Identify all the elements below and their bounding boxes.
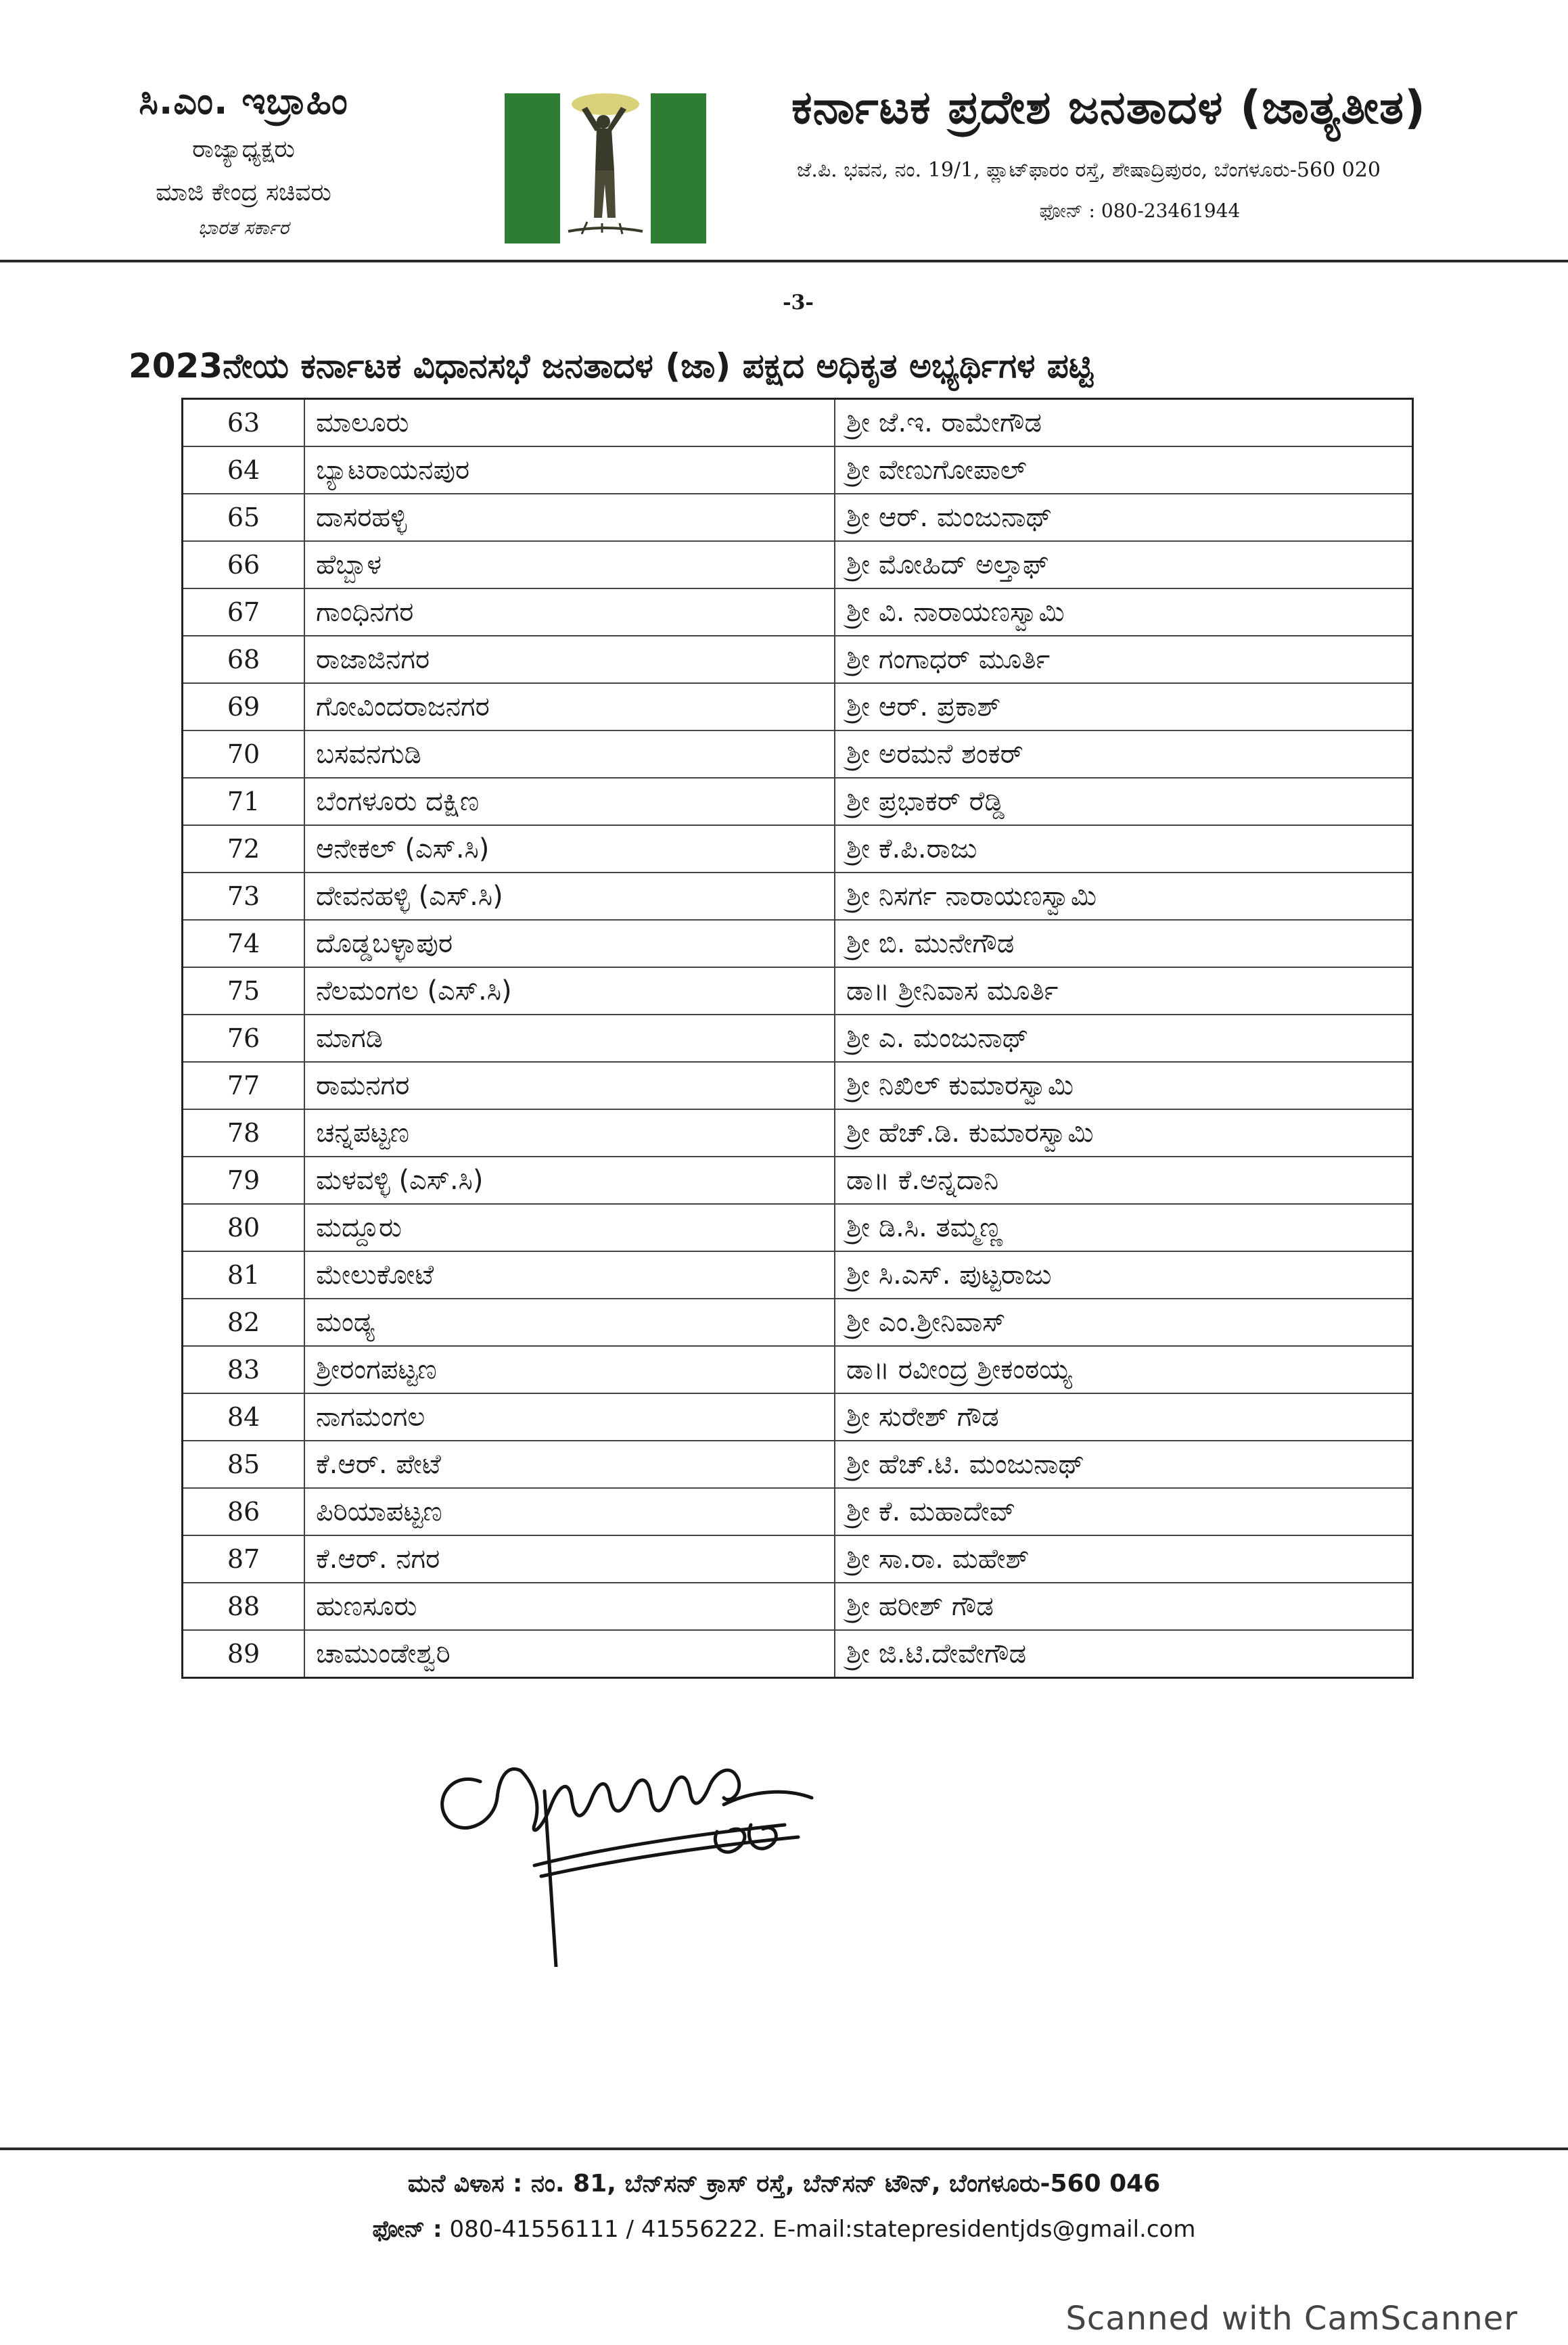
table-row: [183, 1393, 1413, 1441]
constituency-cell: ಚಾಮುಂಡೇಶ್ವರಿ: [304, 1630, 835, 1678]
table-row: [183, 873, 1413, 920]
residence-address: ಮನೆ ವಿಳಾಸ : ನಂ. 81, ಬೆನ್‌ಸನ್ ಕ್ರಾಸ್ ರಸ್ತೆ, ಬೆನ್‌ಸನ್ ಟೌನ್, ಬೆಂಗಳೂರು-560 046: [407, 2170, 1161, 2198]
serial-number-cell: 78: [183, 1109, 305, 1157]
government-of-india-label: ಭಾರತ ಸರ್ಕಾರ: [198, 216, 290, 239]
table-row: [183, 1441, 1413, 1488]
list-title: 2023ನೇಯ ಕರ್ನಾಟಕ ವಿಧಾನಸಭೆ ಜನತಾದಳ (ಜಾ) ಪಕ್ಷದ ಅಧಿಕೃತ ಅಭ್ಯರ್ಥಿಗಳ ಪಟ್ಟಿ: [129, 346, 1094, 386]
table-row: [183, 446, 1413, 494]
candidate-name-cell: ಶ್ರೀ ಹರೀಶ್ ಗೌಡ: [835, 1583, 1413, 1630]
constituency-cell: ಮಳವಳ್ಳಿ (ಎಸ್.ಸಿ): [304, 1157, 835, 1204]
serial-number-cell: 64: [183, 446, 305, 494]
footer-contact-line: [203, 2216, 1365, 2243]
table-row: [183, 588, 1413, 636]
constituency-cell: ರಾಮನಗರ: [304, 1062, 835, 1109]
constituency-cell: ಬ್ಯಾಟರಾಯನಪುರ: [304, 446, 835, 494]
serial-number-cell: 80: [183, 1204, 305, 1251]
candidate-name-cell: ಶ್ರೀ ಡಿ.ಸಿ. ತಮ್ಮಣ್ಣ: [835, 1204, 1413, 1251]
candidate-name-cell: ಶ್ರೀ ಸುರೇಶ್ ಗೌಡ: [835, 1393, 1413, 1441]
candidates-table: [181, 398, 1414, 1679]
constituency-cell: ಚನ್ನಪಟ್ಟಣ: [304, 1109, 835, 1157]
president-role: ರಾಜ್ಯಾಧ್ಯಕ್ಷರು: [192, 135, 295, 163]
table-row: [183, 683, 1413, 730]
constituency-cell: ಮಾಗಡಿ: [304, 1015, 835, 1062]
serial-number-cell: 67: [183, 588, 305, 636]
candidate-name-cell: ಶ್ರೀ ಬಿ. ಮುನೇಗೌಡ: [835, 920, 1413, 967]
constituency-cell: ಹುಣಸೂರು: [304, 1583, 835, 1630]
table-row: [183, 1583, 1413, 1630]
serial-number-cell: 74: [183, 920, 305, 967]
constituency-cell: ಬಸವನಗುಡಿ: [304, 730, 835, 778]
serial-number-cell: 65: [183, 494, 305, 541]
candidate-name-cell: ಶ್ರೀ ಕೆ. ಮಹಾದೇವ್: [835, 1488, 1413, 1535]
serial-number-cell: 87: [183, 1535, 305, 1583]
serial-number-cell: 71: [183, 778, 305, 825]
former-minister-role: ಮಾಜಿ ಕೇಂದ್ರ ಸಚಿವರು: [156, 179, 331, 206]
table-row: [183, 730, 1413, 778]
constituency-cell: ಕೆ.ಆರ್. ನಗರ: [304, 1535, 835, 1583]
table-row: [183, 1015, 1413, 1062]
constituency-cell: ನೆಲಮಂಗಲ (ಎಸ್.ಸಿ): [304, 967, 835, 1015]
candidate-name-cell: ಶ್ರೀ ಮೋಹಿದ್ ಅಲ್ತಾಫ್: [835, 541, 1413, 588]
table-row: [183, 1299, 1413, 1346]
serial-number-cell: 85: [183, 1441, 305, 1488]
serial-number-cell: 63: [183, 399, 305, 447]
candidate-name-cell: ಶ್ರೀ ಜಿ.ಟಿ.ದೇವೇಗೌಡ: [835, 1630, 1413, 1678]
candidate-name-cell: ಶ್ರೀ ಸಿ.ಎಸ್. ಪುಟ್ಟರಾಜು: [835, 1251, 1413, 1299]
serial-number-cell: 86: [183, 1488, 305, 1535]
serial-number-cell: 89: [183, 1630, 305, 1678]
candidate-name-cell: ಶ್ರೀ ವಿ. ನಾರಾಯಣಸ್ವಾಮಿ: [835, 588, 1413, 636]
table-row: [183, 636, 1413, 683]
candidate-name-cell: ಶ್ರೀ ಹೆಚ್.ಡಿ. ಕುಮಾರಸ್ವಾಮಿ: [835, 1109, 1413, 1157]
table-row: [183, 1062, 1413, 1109]
constituency-cell: ದೇವನಹಳ್ಳಿ (ಎಸ್.ಸಿ): [304, 873, 835, 920]
serial-number-cell: 84: [183, 1393, 305, 1441]
candidate-name-cell: ಶ್ರೀ ಹೆಚ್.ಟಿ. ಮಂಜುನಾಥ್: [835, 1441, 1413, 1488]
table-row: [183, 967, 1413, 1015]
constituency-cell: ರಾಜಾಜಿನಗರ: [304, 636, 835, 683]
candidate-name-cell: ಶ್ರೀ ಎ. ಮಂಜುನಾಥ್: [835, 1015, 1413, 1062]
constituency-cell: ಹೆಬ್ಬಾಳ: [304, 541, 835, 588]
header-divider: [0, 260, 1568, 262]
constituency-cell: ಆನೇಕಲ್ (ಎಸ್.ಸಿ): [304, 825, 835, 873]
candidate-name-cell: ಡಾ॥ ಶ್ರೀನಿವಾಸ ಮೂರ್ತಿ: [835, 967, 1413, 1015]
president-name: ಸಿ.ಎಂ. ಇಬ್ರಾಹಿಂ: [139, 80, 348, 122]
table-row: [183, 1204, 1413, 1251]
candidate-name-cell: ಡಾ॥ ರವೀಂದ್ರ ಶ್ರೀಕಂಠಯ್ಯ: [835, 1346, 1413, 1393]
candidate-name-cell: ಶ್ರೀ ಕೆ.ಪಿ.ರಾಜು: [835, 825, 1413, 873]
constituency-cell: ಕೆ.ಆರ್. ಪೇಟೆ: [304, 1441, 835, 1488]
table-row: [183, 1251, 1413, 1299]
candidate-name-cell: ಶ್ರೀ ನಿಸರ್ಗ ನಾರಾಯಣಸ್ವಾಮಿ: [835, 873, 1413, 920]
table-row: [183, 1488, 1413, 1535]
table-row: [183, 1157, 1413, 1204]
serial-number-cell: 75: [183, 967, 305, 1015]
constituency-cell: ಮದ್ದೂರು: [304, 1204, 835, 1251]
table-row: [183, 494, 1413, 541]
party-logo: [501, 89, 710, 246]
party-office-address: ಜೆ.ಪಿ. ಭವನ, ನಂ. 19/1, ಪ್ಲಾಟ್‌ಫಾರಂ ರಸ್ತೆ, ಶೇಷಾದ್ರಿಪುರಂ, ಬೆಂಗಳೂರು-560 020: [797, 158, 1381, 182]
constituency-cell: ದೊಡ್ಡಬಳ್ಳಾಪುರ: [304, 920, 835, 967]
constituency-cell: ನಾಗಮಂಗಲ: [304, 1393, 835, 1441]
candidate-name-cell: ಶ್ರೀ ಪ್ರಭಾಕರ್ ರೆಡ್ಡಿ: [835, 778, 1413, 825]
constituency-cell: ಮೇಲುಕೋಟೆ: [304, 1251, 835, 1299]
serial-number-cell: 77: [183, 1062, 305, 1109]
constituency-cell: ಪಿರಿಯಾಪಟ್ಟಣ: [304, 1488, 835, 1535]
candidate-name-cell: ಶ್ರೀ ಜೆ.ಇ. ರಾಮೇಗೌಡ: [835, 399, 1413, 447]
candidate-name-cell: ಶ್ರೀ ಎಂ.ಶ್ರೀನಿವಾಸ್: [835, 1299, 1413, 1346]
email-address: E-mail:statepresidentjds@gmail.com: [773, 2216, 1196, 2243]
candidate-name-cell: ಶ್ರೀ ಆರ್. ಪ್ರಕಾಶ್: [835, 683, 1413, 730]
serial-number-cell: 81: [183, 1251, 305, 1299]
candidate-name-cell: ಶ್ರೀ ಅರಮನೆ ಶಂಕರ್: [835, 730, 1413, 778]
candidate-name-cell: ಶ್ರೀ ವೇಣುಗೋಪಾಲ್: [835, 446, 1413, 494]
serial-number-cell: 66: [183, 541, 305, 588]
candidate-name-cell: ಶ್ರೀ ನಿಖಿಲ್ ಕುಮಾರಸ್ವಾಮಿ: [835, 1062, 1413, 1109]
constituency-cell: ಗಾಂಧಿನಗರ: [304, 588, 835, 636]
footer: [203, 2159, 1365, 2243]
letterhead-right: [791, 81, 1488, 223]
scanner-watermark: Scanned with CamScanner: [1065, 2300, 1518, 2338]
table-row: [183, 1630, 1413, 1678]
constituency-cell: ಮಾಲೂರು: [304, 399, 835, 447]
candidate-name-cell: ಶ್ರೀ ಸಾ.ರಾ. ಮಹೇಶ್: [835, 1535, 1413, 1583]
serial-number-cell: 73: [183, 873, 305, 920]
candidate-name-cell: ಶ್ರೀ ಆರ್. ಮಂಜುನಾಥ್: [835, 494, 1413, 541]
phone-label: ಫೋನ್ :: [372, 2216, 442, 2243]
page-number: -3-: [783, 291, 814, 315]
serial-number-cell: 69: [183, 683, 305, 730]
constituency-cell: ದಾಸರಹಳ್ಳಿ: [304, 494, 835, 541]
signature: [433, 1723, 832, 1967]
constituency-cell: ಬೆಂಗಳೂರು ದಕ್ಷಿಣ: [304, 778, 835, 825]
table-row: [183, 1535, 1413, 1583]
candidate-name-cell: ಶ್ರೀ ಗಂಗಾಧರ್ ಮೂರ್ತಿ: [835, 636, 1413, 683]
table-row: [183, 825, 1413, 873]
table-row: [183, 920, 1413, 967]
footer-divider: [0, 2147, 1568, 2150]
table-row: [183, 541, 1413, 588]
serial-number-cell: 76: [183, 1015, 305, 1062]
candidate-name-cell: ಡಾ॥ ಕೆ.ಅನ್ನದಾನಿ: [835, 1157, 1413, 1204]
constituency-cell: ಶ್ರೀರಂಗಪಟ್ಟಣ: [304, 1346, 835, 1393]
serial-number-cell: 72: [183, 825, 305, 873]
serial-number-cell: 88: [183, 1583, 305, 1630]
serial-number-cell: 83: [183, 1346, 305, 1393]
candidates-table-body: [183, 399, 1413, 1678]
party-name: ಕರ್ನಾಟಕ ಪ್ರದೇಶ ಜನತಾದಳ (ಜಾತ್ಯತೀತ): [791, 81, 1427, 135]
party-office-phone: ಫೋನ್ : 080-23461944: [1039, 200, 1241, 222]
serial-number-cell: 70: [183, 730, 305, 778]
grain-bundle: [572, 93, 639, 115]
letterhead-left: [101, 80, 386, 239]
table-row: [183, 778, 1413, 825]
table-row: [183, 399, 1413, 447]
constituency-cell: ಗೋವಿಂದರಾಜನಗರ: [304, 683, 835, 730]
table-row: [183, 1109, 1413, 1157]
serial-number-cell: 79: [183, 1157, 305, 1204]
constituency-cell: ಮಂಡ್ಯ: [304, 1299, 835, 1346]
phone-numbers: 080-41556111 / 41556222.: [449, 2216, 766, 2243]
serial-number-cell: 68: [183, 636, 305, 683]
serial-number-cell: 82: [183, 1299, 305, 1346]
table-row: [183, 1346, 1413, 1393]
